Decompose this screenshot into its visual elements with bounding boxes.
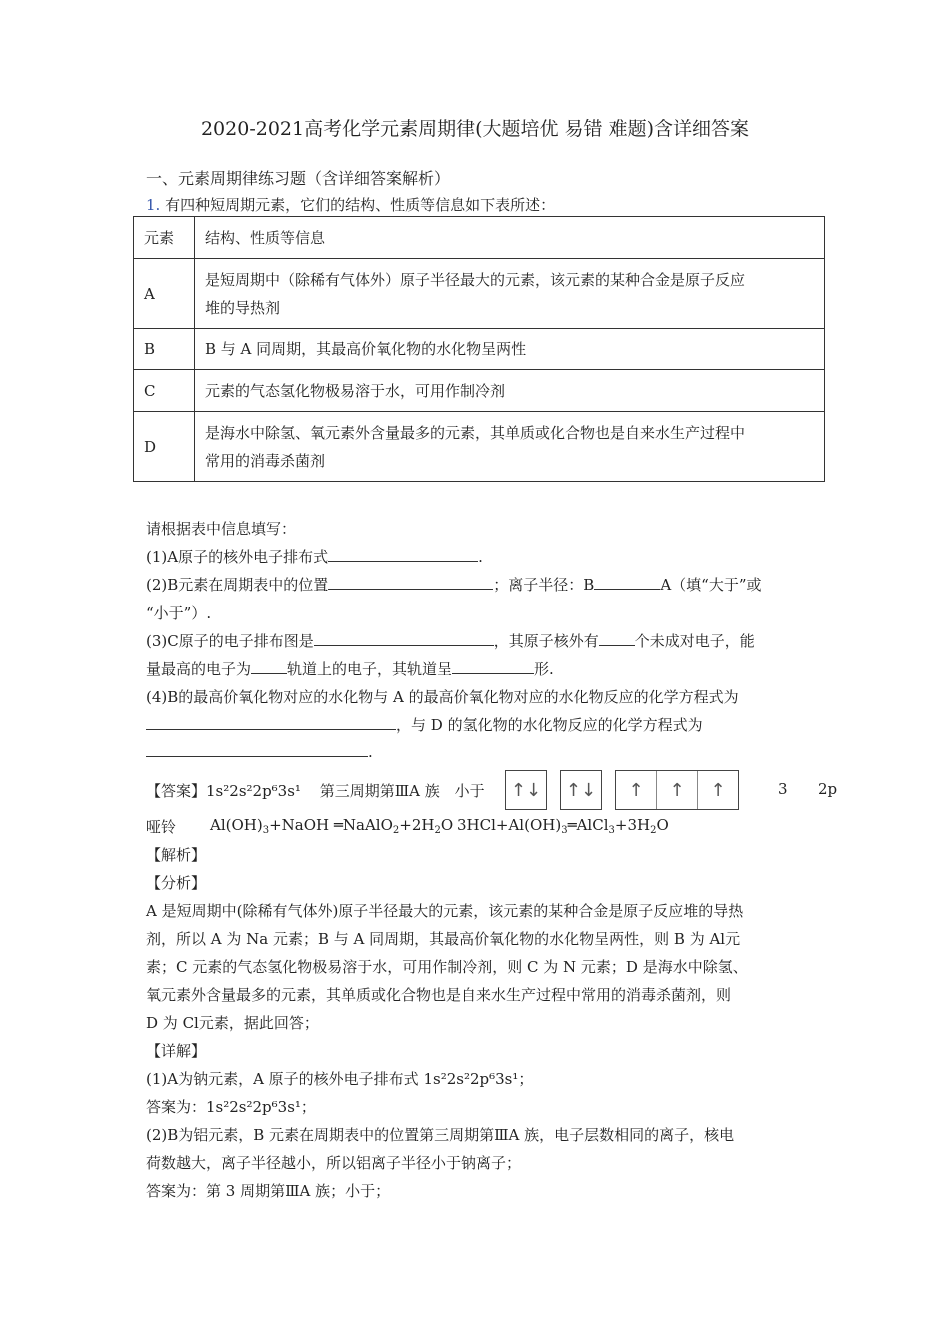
fenxi-heading: 【分析】 (146, 874, 207, 892)
header-element: 元素 (134, 217, 195, 259)
answer-blank (594, 575, 660, 590)
answer-position: 第三周期第ⅢA 族 (319, 782, 440, 800)
answer-blank (314, 631, 494, 646)
row-info: 是海水中除氢、氧元素外含量最多的元素，其单质或化合物也是自来水生产过程中 常用的消毒杀菌剂 (195, 412, 825, 482)
page-title: 2020-2021高考化学元素周期律(大题培优 易错 难题)含详细答案 (200, 118, 750, 140)
orbital-arrow: ↑ (710, 779, 726, 801)
answer-blank (599, 631, 635, 646)
row-info: 元素的气态氢化物极易溶于水，可用作制冷剂 (195, 370, 825, 412)
row-element: A (134, 259, 195, 329)
header-info: 结构、性质等信息 (195, 217, 825, 259)
orbital-arrow: ↑ (657, 771, 698, 809)
answer-orbital: 2p (818, 780, 838, 798)
row-info: 是短周期中（除稀有气体外）原子半径最大的元素，该元素的某种合金是原子反应 堆的导热剂 (195, 259, 825, 329)
answer-shape: 哑铃 (146, 818, 177, 836)
orbital-box-1s (505, 770, 547, 810)
table-header-row (134, 217, 825, 259)
answer-blank (251, 659, 287, 674)
analysis-line: D 为 Cl元素，据此回答； (146, 1014, 319, 1032)
sub-question-3-cont: 量最高的电子为 轨道上的电子，其轨道呈 形. (146, 660, 554, 678)
answer-unpaired: 3 (778, 780, 788, 798)
orbital-box-2p (615, 770, 739, 810)
xiangjie-heading: 【详解】 (146, 1042, 207, 1060)
sub-question-4-cont: ，与 D 的氢化物的水化物反应的化学方程式为 (146, 714, 703, 735)
row-element: C (134, 370, 195, 412)
answer-blank (146, 715, 396, 730)
answer-equation-1: $Al(OH)_3+NaOH$ $═NaAlO_2+2H_2O$ (210, 816, 454, 836)
analysis-line: 氧元素外含量最多的元素，其单质或化合物也是自来水生产过程中常用的消毒杀菌剂，则 (146, 986, 732, 1004)
question-number: 1. (146, 196, 161, 214)
answer-blank (328, 547, 478, 562)
question-intro-text: 有四种短周期元素，它们的结构、性质等信息如下表所述： (165, 196, 556, 214)
analysis-line: 剂，所以 A 为 Na 元素；B 与 A 同周期，其最高价氧化物的水化物呈两性，则 B 为 Al元 (146, 930, 741, 948)
analysis-line: 素；C 元素的气态氢化物极易溶于水，可用作制冷剂，则 C 为 N 元素；D 是海水中除氢、 (146, 958, 748, 976)
section-heading: 一、元素周期律练习题（含详细答案解析） (146, 169, 451, 188)
sub-question-2-cont: “小于”）. (146, 604, 212, 622)
orbital-arrow: ↑↓ (510, 779, 542, 801)
detail-line: 答案为：1s²2s²2p⁶3s¹； (146, 1098, 316, 1116)
answer-blank (452, 659, 534, 674)
table-row (134, 259, 825, 329)
question-intro (146, 194, 555, 215)
answer-config: 1s²2s²2p⁶3s¹ (206, 782, 301, 800)
answer-line: 【答案】1s²2s²2p⁶3s¹ 第三周期第ⅢA 族 小于 (146, 782, 485, 800)
table-row (134, 370, 825, 412)
sub-question-1: (1)A原子的核外电子排布式 . (146, 548, 483, 566)
analysis-line: A 是短周期中(除稀有气体外)原子半径最大的元素，该元素的某种合金是原子反应堆的导热 (146, 902, 744, 920)
answer-equation-2: $3HCl+Al(OH)_3═AlCl_3+3H_2O$ (457, 816, 669, 836)
orbital-box-2s (560, 770, 602, 810)
detail-line: 答案为：第 3 周期第ⅢA 族；小于； (146, 1182, 391, 1200)
detail-line: (2)B为铝元素，B 元素在周期表中的位置第三周期第ⅢA 族，电子层数相同的离子，核电 (146, 1126, 735, 1144)
jiexi-heading: 【解析】 (146, 846, 207, 864)
row-element: D (134, 412, 195, 482)
answer-blank (146, 742, 368, 757)
element-info-table (133, 216, 825, 482)
answer-size: 小于 (454, 782, 485, 800)
fill-prompt: 请根据表中信息填写： (146, 520, 297, 538)
table-row (134, 329, 825, 370)
detail-line: 荷数越大，离子半径越小，所以铝离子半径小于钠离子； (146, 1154, 522, 1172)
detail-line: (1)A为钠元素，A 原子的核外电子排布式 1s²2s²2p⁶3s¹； (146, 1070, 534, 1088)
sub-question-4: (4)B的最高价氧化物对应的水化物与 A 的最高价氧化物对应的水化物反应的化学方程式为 (146, 688, 739, 706)
row-info: B 与 A 同周期，其最高价氧化物的水化物呈两性 (195, 329, 825, 370)
orbital-arrow: ↑ (616, 771, 657, 809)
table-row (134, 412, 825, 482)
answer-blank (328, 575, 493, 590)
sub-question-3: (3)C原子的电子排布图是 ，其原子核外有 个未成对电子，能 (146, 632, 755, 650)
orbital-arrow: ↑↓ (565, 779, 597, 801)
row-element: B (134, 329, 195, 370)
sub-question-2: (2)B元素在周期表中的位置 ；离子半径：B A（填“大于”或 (146, 576, 762, 594)
sub-question-4-cont2: . (146, 742, 373, 761)
